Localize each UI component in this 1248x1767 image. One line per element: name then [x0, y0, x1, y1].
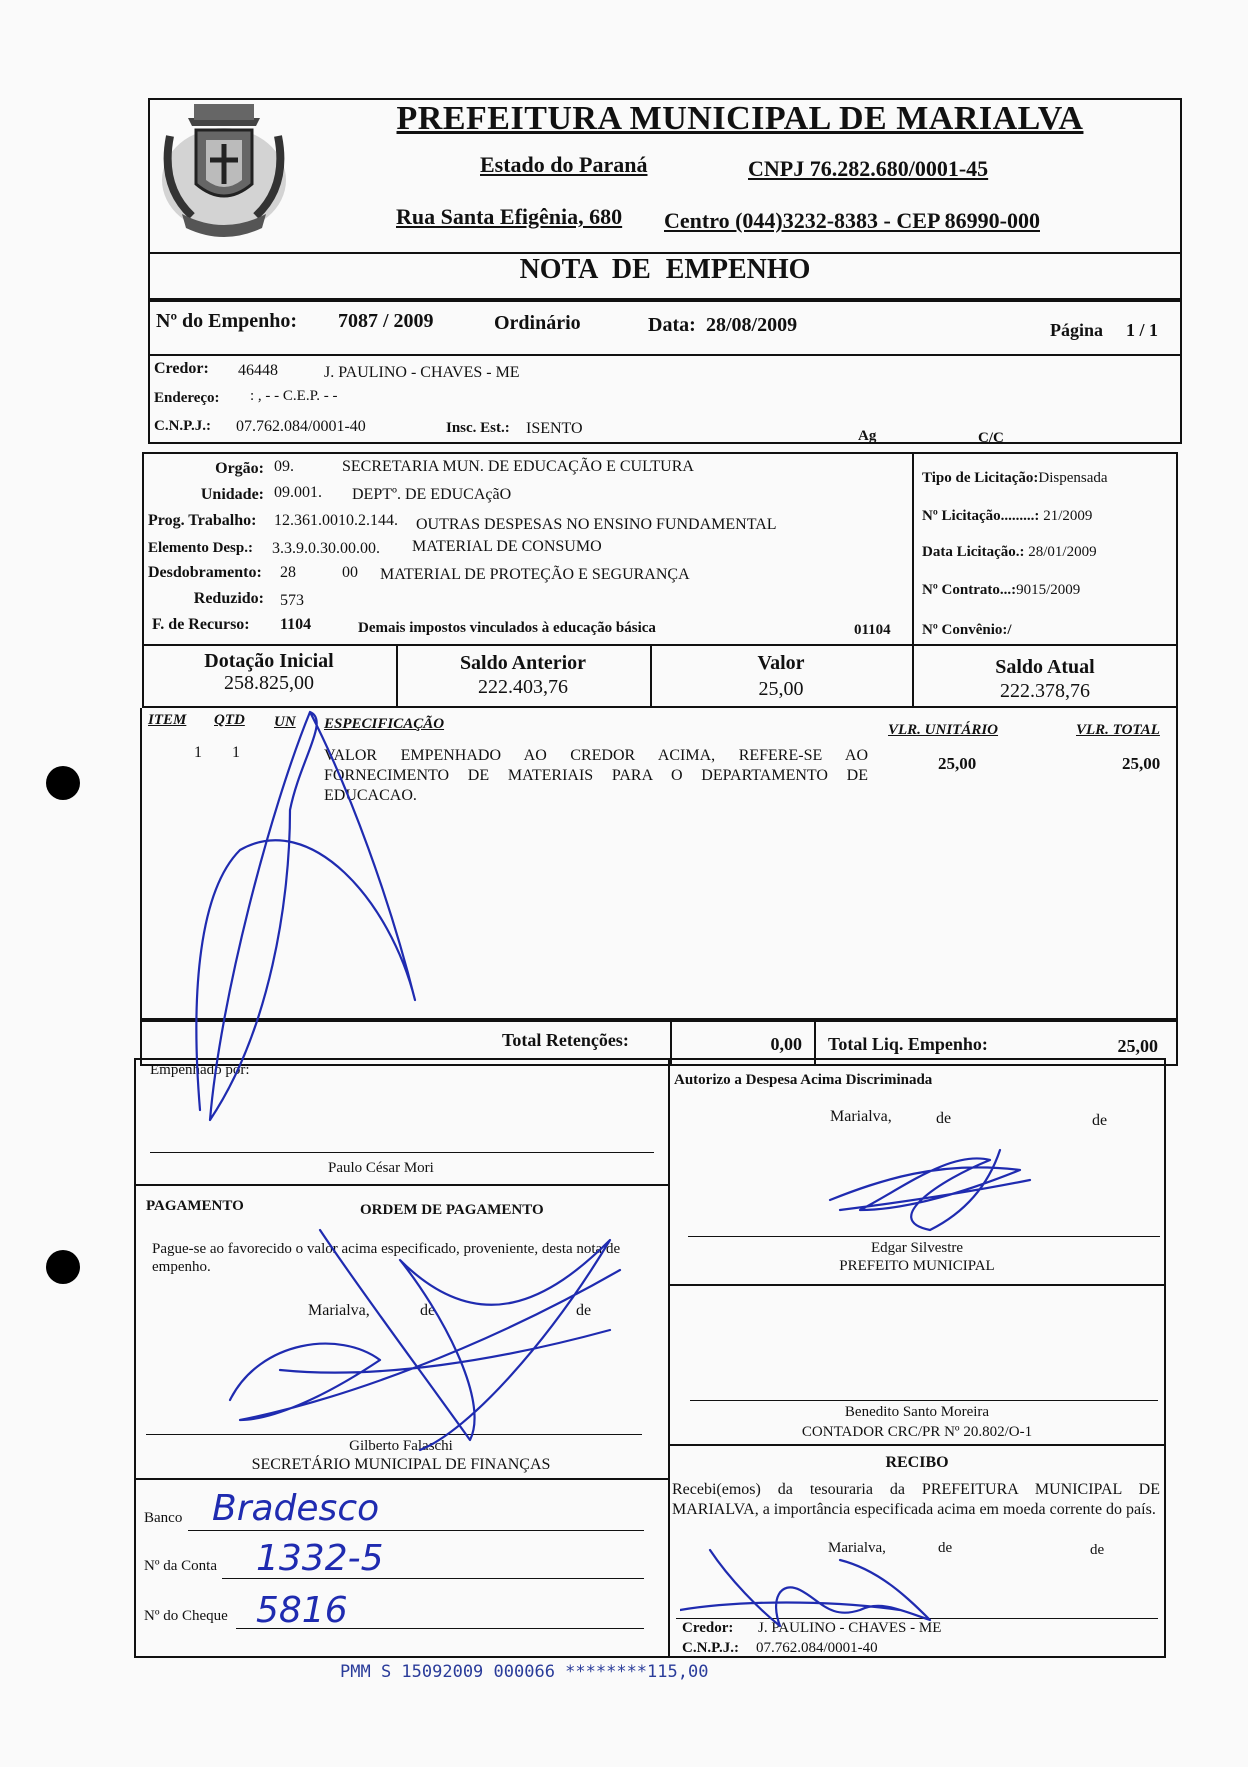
pagamento-de1: de [420, 1302, 436, 1319]
desdobramento-code2: 00 [342, 564, 358, 581]
empenho-label: Nº do Empenho: [156, 310, 298, 332]
unidade-name: DEPTº. DE EDUCAçãO [352, 486, 512, 503]
numero-contrato: Nº Contrato...:9015/2009 [922, 582, 1081, 598]
credor-name: J. PAULINO - CHAVES - ME [324, 364, 520, 381]
col-qtd: QTD [214, 712, 245, 728]
fonte-label: F. de Recurso: [152, 616, 250, 633]
header-cnpj: CNPJ 76.282.680/0001-45 [748, 156, 989, 181]
item-number: 1 [194, 744, 202, 761]
elemento-code: 3.3.9.0.30.00.00. [272, 540, 380, 557]
reduzido-value: 573 [280, 592, 304, 609]
saldo-anterior-label: Saldo Anterior [459, 652, 587, 674]
empenho-type: Ordinário [494, 312, 581, 334]
dotacao-value: 258.825,00 [224, 672, 314, 694]
page-label: Página [1050, 320, 1104, 340]
recibo-de1: de [938, 1540, 953, 1556]
dotacao-label: Dotação Inicial [204, 650, 334, 672]
empenho-date: 28/08/2009 [706, 314, 798, 336]
col-item: ITEM [148, 712, 187, 728]
signature-secretario [220, 1220, 640, 1460]
pagamento-city: Marialva, [308, 1302, 370, 1319]
endereco-value: : , - - C.E.P. - - [250, 388, 338, 404]
valor-value: 25,00 [758, 678, 804, 700]
punch-hole [46, 766, 80, 800]
desdobramento-name: MATERIAL DE PROTEÇÃO E SEGURANÇA [380, 566, 690, 583]
elemento-name: MATERIAL DE CONSUMO [412, 538, 602, 555]
saldo-atual-value: 222.378,76 [1000, 680, 1090, 702]
punch-hole [46, 1250, 80, 1284]
prog-name: OUTRAS DESPESAS NO ENSINO FUNDAMENTAL [416, 516, 777, 533]
recibo-de2: de [1090, 1542, 1105, 1558]
banco-label: Banco [144, 1510, 183, 1526]
prefeito-role: PREFEITO MUNICIPAL [839, 1258, 995, 1274]
cheque-handwritten: 5816 [256, 1590, 348, 1631]
header-district-phone: Centro (044)3232-8383 - CEP 86990-000 [664, 208, 1040, 233]
recibo-text: Recebi(emos) da tesouraria da PREFEITURA MUNICIPAL DE MARIALVA, a importância especificada acima em moeda corrente do país. [672, 1481, 1160, 1518]
recibo-credor-name: J. PAULINO - CHAVES - ME [758, 1620, 942, 1636]
item-qtd: 1 [232, 744, 240, 761]
autorizo-de2: de [1092, 1112, 1108, 1129]
ag-label: Ag [858, 428, 877, 444]
secretario-role: SECRETÁRIO MUNICIPAL DE FINANÇAS [251, 1456, 551, 1473]
recibo-city: Marialva, [828, 1540, 886, 1556]
date-label: Data: [648, 314, 696, 336]
unidade-label: Unidade: [200, 486, 264, 503]
page-number: 1 / 1 [1126, 320, 1159, 340]
item-vlr-total: 25,00 [1122, 754, 1161, 773]
col-un: UN [274, 714, 296, 730]
empenho-number: 7087 / 2009 [338, 310, 434, 332]
tipo-licitacao: Tipo de Licitação:Dispensada [922, 470, 1108, 486]
orgao-name: SECRETARIA MUN. DE EDUCAÇÃO E CULTURA [342, 458, 694, 475]
desdobramento-code1: 28 [280, 564, 296, 581]
saldo-anterior-value: 222.403,76 [478, 676, 568, 698]
col-especificacao: ESPECIFICAÇÃO [324, 716, 445, 732]
endereco-label: Endereço: [154, 390, 220, 406]
valor-label: Valor [757, 652, 805, 674]
empenhado-name: Paulo César Mori [328, 1160, 434, 1176]
pagamento-label: PAGAMENTO [146, 1198, 244, 1214]
total-liquido-label: Total Liq. Empenho: [828, 1034, 988, 1054]
recibo-cnpj-value: 07.762.084/0001-40 [756, 1640, 878, 1656]
fonte-number: 01104 [854, 622, 891, 638]
conta-handwritten: 1332-5 [256, 1538, 384, 1579]
orgao-label: Orgão: [215, 460, 264, 477]
data-licitacao: Data Licitação.: 28/01/2009 [922, 544, 1097, 560]
header-state: Estado do Paraná [480, 152, 648, 177]
elemento-label: Elemento Desp.: [148, 540, 253, 556]
document-title: NOTA DE EMPENHO [519, 254, 811, 285]
reduzido-label: Reduzido: [193, 590, 264, 607]
secretario-name: Gilberto Falaschi [349, 1438, 453, 1454]
fonte-code: 1104 [280, 616, 312, 633]
cc-label: C/C [978, 430, 1004, 446]
autorizo-label: Autorizo a Despesa Acima Discriminada [674, 1072, 933, 1088]
cnpj-label: C.N.P.J.: [154, 418, 211, 434]
prog-code: 12.361.0010.2.144. [274, 512, 398, 529]
saldo-atual-label: Saldo Atual [995, 656, 1095, 678]
recibo-title: RECIBO [885, 1454, 949, 1471]
credor-label: Credor: [154, 360, 209, 377]
orgao-code: 09. [274, 458, 294, 475]
item-vlr-unitario: 25,00 [938, 754, 977, 773]
numero-licitacao: Nº Licitação.........: 21/2009 [922, 508, 1093, 524]
pagamento-text: Pague-se ao favorecido o valor acima especificado, proveniente, desta nota de empenho. [152, 1241, 621, 1275]
header-address: Rua Santa Efigênia, 680 [396, 204, 623, 229]
insc-label: Insc. Est.: [446, 420, 510, 436]
ordem-pagamento-label: ORDEM DE PAGAMENTO [360, 1202, 544, 1218]
autorizo-city: Marialva, [830, 1108, 892, 1125]
retencoes-value: 0,00 [770, 1034, 802, 1054]
signature-empenhado [180, 700, 440, 1160]
contador-name: Benedito Santo Moreira [844, 1404, 990, 1420]
desdobramento-label: Desdobramento: [148, 564, 262, 581]
cheque-label: Nº do Cheque [144, 1608, 228, 1624]
contador-role: CONTADOR CRC/PR Nº 20.802/O-1 [801, 1424, 1033, 1440]
unidade-code: 09.001. [274, 484, 322, 501]
banco-handwritten: Bradesco [212, 1488, 380, 1529]
insc-value: ISENTO [526, 420, 583, 437]
autorizo-de1: de [936, 1110, 952, 1127]
conta-label: Nº da Conta [144, 1558, 217, 1574]
cnpj-value: 07.762.084/0001-40 [236, 418, 366, 435]
prefeito-name: Edgar Silvestre [870, 1240, 964, 1256]
total-liquido-value: 25,00 [1117, 1036, 1158, 1056]
signature-credor [680, 1540, 980, 1630]
prog-label: Prog. Trabalho: [148, 512, 257, 529]
numero-convenio: Nº Convênio:/ [922, 622, 1012, 638]
signature-prefeito [820, 1140, 1040, 1240]
item-specification: VALOR EMPENHADO AO CREDOR ACIMA, REFERE-SE AO FORNECIMENTO DE MATERIAIS PARA O DEPARTAMENTO DE EDUCACAO. [324, 747, 868, 804]
col-vlr-unitario: VLR. UNITÁRIO [888, 722, 999, 738]
authentication-stamp: PMM S 15092009 000066 ********115,00 [340, 1662, 709, 1682]
recibo-credor-label: Credor: [682, 1620, 734, 1636]
col-vlr-total: VLR. TOTAL [1076, 722, 1160, 738]
recibo-cnpj-label: C.N.P.J.: [682, 1640, 739, 1656]
fonte-name: Demais impostos vinculados à educação básica [358, 620, 656, 636]
credor-code: 46448 [238, 362, 278, 379]
retencoes-label: Total Retenções: [502, 1030, 629, 1050]
coat-of-arms-logo [152, 96, 296, 242]
header-title: PREFEITURA MUNICIPAL DE MARIALVA [396, 100, 1084, 137]
pagamento-de2: de [576, 1302, 592, 1319]
empenhado-label: Empenhado por: [150, 1062, 250, 1078]
